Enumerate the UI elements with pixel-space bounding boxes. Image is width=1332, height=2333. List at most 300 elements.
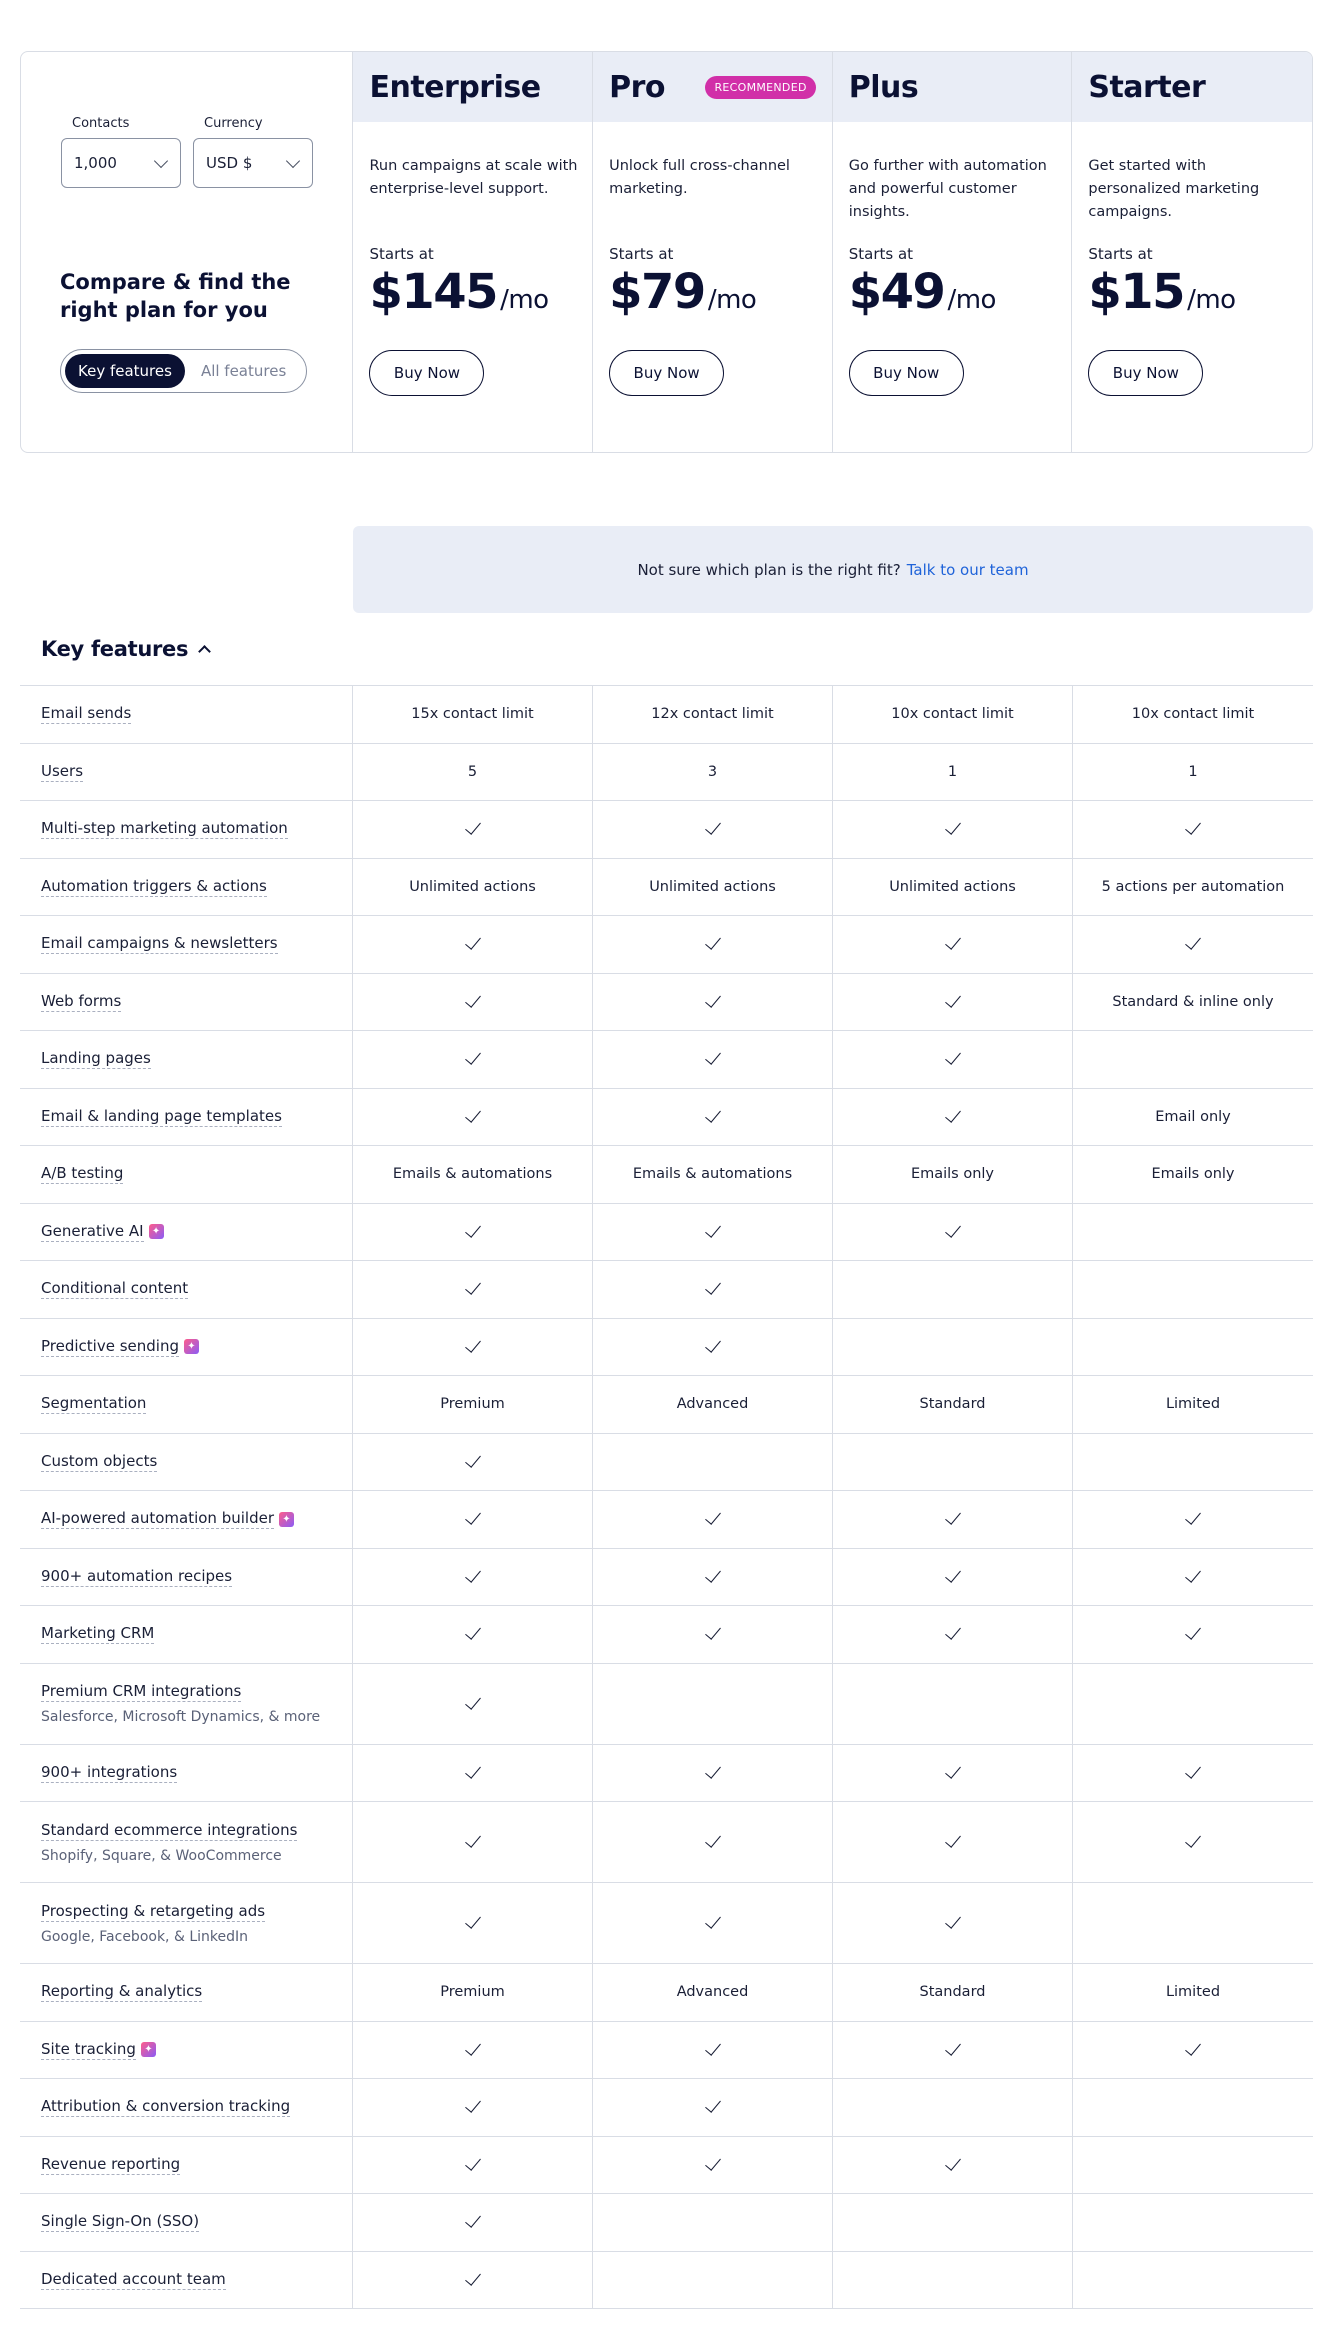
feature-label: Email campaigns & newsletters bbox=[41, 934, 278, 953]
table-row bbox=[20, 1261, 1313, 1319]
feature-value-cell bbox=[593, 1802, 833, 1882]
table-row bbox=[20, 1031, 1313, 1089]
plan-description: Unlock full cross-channel marketing. bbox=[609, 158, 790, 197]
key-features-toggle[interactable] bbox=[41, 637, 209, 661]
table-row bbox=[20, 1745, 1313, 1803]
chevron-down-icon bbox=[154, 153, 168, 167]
table-row bbox=[20, 2022, 1313, 2080]
feature-name-cell bbox=[20, 859, 353, 916]
check-icon bbox=[465, 1623, 481, 1640]
feature-name[interactable] bbox=[41, 1763, 352, 1783]
feature-name[interactable] bbox=[41, 1509, 352, 1529]
feature-subtext: Google, Facebook, & LinkedIn bbox=[41, 1928, 248, 1945]
feature-value-cell bbox=[353, 1204, 593, 1261]
feature-value-cell bbox=[353, 1089, 593, 1146]
check-icon bbox=[705, 1278, 721, 1295]
table-row bbox=[20, 1664, 1313, 1745]
feature-value-cell bbox=[1073, 1434, 1313, 1491]
feature-value-cell bbox=[833, 2137, 1073, 2194]
check-icon bbox=[945, 1623, 961, 1640]
feature-value-cell bbox=[1073, 1491, 1313, 1548]
feature-name-cell bbox=[20, 1089, 353, 1146]
feature-value-cell bbox=[353, 974, 593, 1031]
table-row bbox=[20, 2252, 1313, 2310]
feature-name[interactable] bbox=[41, 934, 352, 954]
check-icon bbox=[465, 1831, 481, 1848]
check-icon bbox=[1185, 933, 1201, 950]
feature-name-cell bbox=[20, 1664, 353, 1744]
check-icon bbox=[705, 1106, 721, 1123]
check-icon bbox=[465, 933, 481, 950]
feature-value: 10x contact limit bbox=[1131, 706, 1255, 723]
check-icon bbox=[1185, 2039, 1201, 2056]
toggle-key-features[interactable]: Key features bbox=[65, 354, 185, 388]
sparkle-icon: ✦ bbox=[149, 1224, 164, 1239]
feature-value-cell bbox=[833, 1883, 1073, 1963]
check-icon bbox=[1185, 1508, 1201, 1525]
feature-value-cell bbox=[1073, 1606, 1313, 1663]
feature-value-cell bbox=[833, 916, 1073, 973]
feature-value-cell bbox=[593, 1376, 833, 1433]
feature-value-cell bbox=[593, 744, 833, 801]
feature-value: Email only bbox=[1155, 1108, 1231, 1125]
check-icon bbox=[945, 818, 961, 835]
check-icon bbox=[705, 2096, 721, 2113]
check-icon bbox=[465, 2039, 481, 2056]
feature-value: Standard bbox=[919, 1984, 986, 2001]
features-toggle bbox=[60, 349, 307, 393]
plan-plus bbox=[833, 52, 1073, 452]
feature-label: Single Sign-On (SSO) bbox=[41, 2212, 200, 2231]
feature-value: 10x contact limit bbox=[891, 706, 1014, 723]
features-table bbox=[20, 685, 1313, 2309]
feature-value-cell bbox=[353, 2079, 593, 2136]
feature-label: 900+ automation recipes bbox=[41, 1566, 233, 1585]
feature-value-cell bbox=[353, 916, 593, 973]
feature-value-cell bbox=[353, 1606, 593, 1663]
feature-value-cell bbox=[353, 1491, 593, 1548]
feature-value-cell bbox=[353, 1319, 593, 1376]
table-row bbox=[20, 1376, 1313, 1434]
feature-value-cell bbox=[593, 1606, 833, 1663]
feature-name[interactable] bbox=[41, 1821, 352, 1841]
feature-name[interactable] bbox=[41, 1164, 352, 1184]
feature-value: Standard bbox=[919, 1396, 986, 1413]
recommended-badge: RECOMMENDED bbox=[705, 76, 815, 99]
feature-label: 900+ integrations bbox=[41, 1762, 178, 1781]
feature-name[interactable] bbox=[41, 2040, 352, 2060]
feature-value-cell bbox=[833, 1745, 1073, 1802]
check-icon bbox=[945, 1831, 961, 1848]
feature-value-cell bbox=[1073, 1089, 1313, 1146]
feature-label: Segmentation bbox=[41, 1394, 147, 1413]
table-row bbox=[20, 1319, 1313, 1377]
banner-text: Not sure which plan is the right fit? bbox=[637, 560, 901, 579]
feature-name-cell bbox=[20, 2079, 353, 2136]
feature-value-cell bbox=[353, 801, 593, 858]
feature-value-cell bbox=[353, 1664, 593, 1744]
plan-pro bbox=[593, 52, 833, 452]
feature-name[interactable] bbox=[41, 1982, 352, 2002]
feature-value-cell bbox=[833, 1606, 1073, 1663]
feature-value-cell bbox=[1073, 686, 1313, 743]
table-row bbox=[20, 1802, 1313, 1883]
feature-value-cell bbox=[593, 2194, 833, 2251]
feature-value-cell bbox=[833, 1146, 1073, 1203]
toggle-all-features[interactable]: All features bbox=[200, 362, 287, 380]
buy-now-button[interactable]: Buy Now bbox=[849, 350, 964, 396]
feature-name[interactable] bbox=[41, 1107, 352, 1127]
check-icon bbox=[465, 818, 481, 835]
feature-value-cell bbox=[1073, 1802, 1313, 1882]
feature-value: Premium bbox=[440, 1984, 505, 2001]
feature-value: Emails only bbox=[1151, 1166, 1235, 1183]
buy-now-button[interactable]: Buy Now bbox=[369, 350, 484, 396]
help-banner bbox=[353, 526, 1313, 613]
feature-value-cell bbox=[833, 859, 1073, 916]
feature-label: Email sends bbox=[41, 704, 132, 723]
feature-value-cell bbox=[1073, 1664, 1313, 1744]
sparkle-icon: ✦ bbox=[279, 1512, 294, 1527]
feature-name[interactable] bbox=[41, 2270, 352, 2290]
feature-name[interactable] bbox=[41, 1452, 352, 1472]
feature-value-cell bbox=[1073, 1146, 1313, 1203]
feature-value-cell bbox=[353, 744, 593, 801]
plan-controls bbox=[21, 52, 353, 452]
feature-name-cell bbox=[20, 2137, 353, 2194]
table-row bbox=[20, 974, 1313, 1032]
buy-now-button[interactable]: Buy Now bbox=[1088, 350, 1203, 396]
feature-label: Standard ecommerce integrations bbox=[41, 1820, 298, 1839]
feature-name[interactable] bbox=[41, 1567, 352, 1587]
feature-value: 5 bbox=[467, 763, 478, 780]
feature-name[interactable] bbox=[41, 1337, 352, 1357]
compare-title: Compare & find the right plan for you bbox=[60, 270, 291, 322]
feature-value-cell bbox=[1073, 1031, 1313, 1088]
check-icon bbox=[945, 1106, 961, 1123]
feature-label: Marketing CRM bbox=[41, 1624, 155, 1643]
feature-name-cell bbox=[20, 1606, 353, 1663]
feature-value: 12x contact limit bbox=[651, 706, 774, 723]
feature-subtext: Salesforce, Microsoft Dynamics, & more bbox=[41, 1709, 321, 1725]
feature-name[interactable] bbox=[41, 1624, 352, 1644]
feature-value-cell bbox=[593, 1883, 833, 1963]
feature-subtext: Shopify, Square, & WooCommerce bbox=[41, 1847, 282, 1864]
plan-enterprise bbox=[353, 52, 593, 452]
feature-value-cell bbox=[593, 1434, 833, 1491]
feature-value-cell bbox=[353, 859, 593, 916]
feature-name[interactable] bbox=[41, 819, 352, 839]
check-icon bbox=[705, 2154, 721, 2171]
feature-value-cell bbox=[593, 1204, 833, 1261]
check-icon bbox=[945, 1221, 961, 1238]
table-row bbox=[20, 744, 1313, 802]
feature-value-cell bbox=[593, 1745, 833, 1802]
feature-value-cell bbox=[1073, 1261, 1313, 1318]
feature-value: Standard & inline only bbox=[1112, 993, 1274, 1010]
table-row bbox=[20, 1883, 1313, 1964]
feature-value-cell bbox=[593, 859, 833, 916]
chevron-down-icon bbox=[286, 153, 300, 167]
feature-value-cell bbox=[1073, 974, 1313, 1031]
feature-name[interactable] bbox=[41, 1902, 352, 1922]
feature-value-cell bbox=[593, 1664, 833, 1744]
table-row bbox=[20, 916, 1313, 974]
feature-name[interactable] bbox=[41, 992, 352, 1012]
feature-value-cell bbox=[353, 1434, 593, 1491]
feature-value-cell bbox=[833, 2194, 1073, 2251]
check-icon bbox=[945, 933, 961, 950]
check-icon bbox=[705, 818, 721, 835]
feature-name[interactable] bbox=[41, 1682, 352, 1702]
plan-starter bbox=[1072, 52, 1312, 452]
plan-starts-at: Starts at bbox=[1088, 245, 1153, 263]
table-row bbox=[20, 1606, 1313, 1664]
feature-value-cell bbox=[833, 2252, 1073, 2309]
check-icon bbox=[465, 1106, 481, 1123]
feature-value: Unlimited actions bbox=[889, 878, 1016, 895]
table-row bbox=[20, 1434, 1313, 1492]
feature-value-cell bbox=[353, 1745, 593, 1802]
feature-value-cell bbox=[593, 1261, 833, 1318]
feature-value-cell bbox=[593, 1549, 833, 1606]
feature-value-cell bbox=[1073, 801, 1313, 858]
table-row bbox=[20, 1146, 1313, 1204]
feature-name-cell bbox=[20, 1964, 353, 2021]
feature-value-cell bbox=[1073, 2137, 1313, 2194]
feature-value-cell bbox=[353, 2194, 593, 2251]
feature-value-cell bbox=[593, 1491, 833, 1548]
feature-name[interactable] bbox=[41, 2212, 352, 2232]
feature-value-cell bbox=[833, 1664, 1073, 1744]
feature-value: Emails & automations bbox=[632, 1166, 793, 1183]
feature-value-cell bbox=[833, 1802, 1073, 1882]
feature-value-cell bbox=[593, 686, 833, 743]
price-period: /mo bbox=[707, 285, 757, 315]
feature-value-cell bbox=[1073, 744, 1313, 801]
feature-value-cell bbox=[1073, 2194, 1313, 2251]
feature-value: Limited bbox=[1165, 1984, 1221, 2001]
feature-name[interactable] bbox=[41, 1222, 352, 1242]
feature-value-cell bbox=[1073, 2252, 1313, 2309]
feature-value-cell bbox=[833, 1964, 1073, 2021]
contacts-dropdown[interactable] bbox=[61, 138, 181, 188]
feature-value-cell bbox=[1073, 916, 1313, 973]
check-icon bbox=[1185, 1623, 1201, 1640]
price-amount: $145 bbox=[369, 264, 498, 320]
feature-value-cell bbox=[353, 686, 593, 743]
currency-label: Currency bbox=[204, 116, 263, 131]
check-icon bbox=[945, 1048, 961, 1065]
feature-label: Automation triggers & actions bbox=[41, 876, 267, 895]
feature-label: Prospecting & retargeting ads bbox=[41, 1901, 266, 1920]
contacts-selector bbox=[61, 116, 181, 188]
contacts-value: 1,000 bbox=[74, 154, 117, 172]
feature-name-cell bbox=[20, 686, 353, 743]
feature-value-cell bbox=[1073, 2022, 1313, 2079]
feature-value-cell bbox=[1073, 1549, 1313, 1606]
feature-name-cell bbox=[20, 1204, 353, 1261]
check-icon bbox=[705, 1336, 721, 1353]
feature-name-cell bbox=[20, 1549, 353, 1606]
feature-label: Web forms bbox=[41, 991, 122, 1010]
feature-value-cell bbox=[353, 2252, 593, 2309]
feature-label: Conditional content bbox=[41, 1279, 189, 1298]
plan-name: Plus bbox=[848, 69, 919, 105]
table-row bbox=[20, 859, 1313, 917]
check-icon bbox=[945, 1566, 961, 1583]
feature-value-cell bbox=[353, 1964, 593, 2021]
feature-value-cell bbox=[593, 1031, 833, 1088]
feature-name[interactable] bbox=[41, 704, 352, 724]
feature-value: 1 bbox=[1188, 763, 1198, 780]
table-row bbox=[20, 801, 1313, 859]
feature-value-cell bbox=[593, 1089, 833, 1146]
check-icon bbox=[465, 991, 481, 1008]
feature-value: Emails only bbox=[910, 1166, 995, 1183]
buy-now-button[interactable]: Buy Now bbox=[609, 350, 724, 396]
check-icon bbox=[705, 2039, 721, 2056]
feature-label: Revenue reporting bbox=[41, 2154, 181, 2173]
check-icon bbox=[945, 2154, 961, 2171]
feature-name[interactable] bbox=[41, 762, 352, 782]
feature-value-cell bbox=[1073, 1319, 1313, 1376]
currency-value: USD $ bbox=[206, 154, 253, 172]
table-row bbox=[20, 2137, 1313, 2195]
check-icon bbox=[1185, 1831, 1201, 1848]
feature-name-cell bbox=[20, 1261, 353, 1318]
feature-value: Advanced bbox=[676, 1984, 749, 2001]
currency-selector bbox=[193, 116, 313, 188]
feature-name-cell bbox=[20, 1883, 353, 1963]
plan-header bbox=[833, 52, 1072, 122]
feature-label: Site tracking bbox=[41, 2039, 136, 2058]
plans-card bbox=[20, 51, 1313, 453]
feature-name-cell bbox=[20, 1146, 353, 1203]
plan-description: Run campaigns at scale with enterprise-level support. bbox=[369, 158, 578, 197]
section-title: Key features bbox=[41, 637, 189, 661]
feature-name-cell bbox=[20, 974, 353, 1031]
plan-price bbox=[609, 264, 756, 320]
feature-value-cell bbox=[353, 1146, 593, 1203]
check-icon bbox=[465, 1762, 481, 1779]
feature-name-cell bbox=[20, 1434, 353, 1491]
feature-value-cell bbox=[1073, 2079, 1313, 2136]
check-icon bbox=[705, 1566, 721, 1583]
feature-value-cell bbox=[593, 2252, 833, 2309]
feature-name[interactable] bbox=[41, 1049, 352, 1069]
check-icon bbox=[945, 1762, 961, 1779]
check-icon bbox=[465, 1508, 481, 1525]
feature-name[interactable] bbox=[41, 2155, 352, 2175]
feature-value-cell bbox=[353, 1549, 593, 1606]
table-row bbox=[20, 686, 1313, 744]
plan-starts-at: Starts at bbox=[609, 245, 674, 263]
feature-value-cell bbox=[353, 1261, 593, 1318]
plan-starts-at: Starts at bbox=[848, 245, 914, 263]
feature-value-cell bbox=[1073, 1964, 1313, 2021]
feature-name[interactable] bbox=[41, 1279, 352, 1299]
check-icon bbox=[465, 2096, 481, 2113]
check-icon bbox=[465, 2269, 481, 2286]
price-period: /mo bbox=[947, 285, 996, 315]
feature-value-cell bbox=[593, 801, 833, 858]
plan-header bbox=[1072, 52, 1312, 122]
price-amount: $79 bbox=[609, 264, 705, 320]
feature-name-cell bbox=[20, 1376, 353, 1433]
check-icon bbox=[705, 1762, 721, 1779]
check-icon bbox=[465, 1221, 481, 1238]
feature-value-cell bbox=[593, 2079, 833, 2136]
feature-name-cell bbox=[20, 2252, 353, 2309]
check-icon bbox=[465, 2211, 481, 2228]
feature-name-cell bbox=[20, 1491, 353, 1548]
feature-value-cell bbox=[833, 1319, 1073, 1376]
plan-header bbox=[593, 52, 832, 122]
feature-value: Unlimited actions bbox=[409, 878, 536, 895]
feature-name[interactable] bbox=[41, 1394, 352, 1414]
feature-value-cell bbox=[833, 1549, 1073, 1606]
table-row bbox=[20, 2194, 1313, 2252]
check-icon bbox=[465, 1336, 481, 1353]
feature-name-cell bbox=[20, 1031, 353, 1088]
feature-name[interactable] bbox=[41, 877, 352, 897]
check-icon bbox=[705, 1623, 721, 1640]
feature-value: 1 bbox=[947, 763, 958, 780]
contacts-label: Contacts bbox=[72, 116, 130, 131]
table-row bbox=[20, 1089, 1313, 1147]
chevron-up-icon bbox=[198, 645, 211, 658]
feature-label: AI-powered automation builder bbox=[41, 1509, 274, 1528]
feature-value-cell bbox=[593, 2137, 833, 2194]
check-icon bbox=[705, 1221, 721, 1238]
feature-name-cell bbox=[20, 1319, 353, 1376]
feature-value-cell bbox=[593, 1319, 833, 1376]
check-icon bbox=[465, 1278, 481, 1295]
feature-value-cell bbox=[1073, 1883, 1313, 1963]
check-icon bbox=[705, 1508, 721, 1525]
plan-price bbox=[1088, 264, 1235, 320]
feature-name-cell bbox=[20, 2022, 353, 2079]
feature-value-cell bbox=[833, 744, 1073, 801]
talk-to-team-link[interactable]: Talk to our team bbox=[906, 560, 1029, 579]
feature-value: 15x contact limit bbox=[411, 706, 534, 723]
check-icon bbox=[465, 1693, 481, 1710]
feature-value-cell bbox=[1073, 859, 1313, 916]
feature-value-cell bbox=[1073, 1204, 1313, 1261]
feature-value-cell bbox=[593, 974, 833, 1031]
feature-value-cell bbox=[833, 1434, 1073, 1491]
check-icon bbox=[1185, 1566, 1201, 1583]
price-amount: $15 bbox=[1088, 264, 1185, 320]
feature-value-cell bbox=[1073, 1745, 1313, 1802]
feature-name[interactable] bbox=[41, 2097, 352, 2117]
plan-description: Go further with automation and powerful customer insights. bbox=[848, 158, 1047, 220]
feature-value: 3 bbox=[707, 763, 718, 780]
feature-value: Premium bbox=[440, 1396, 505, 1413]
feature-value-cell bbox=[353, 1883, 593, 1963]
feature-name-cell bbox=[20, 801, 353, 858]
feature-label: Email & landing page templates bbox=[41, 1106, 282, 1125]
feature-value-cell bbox=[833, 1491, 1073, 1548]
plan-name: Pro bbox=[609, 69, 666, 105]
check-icon bbox=[465, 2154, 481, 2171]
currency-dropdown[interactable] bbox=[193, 138, 313, 188]
sparkle-icon: ✦ bbox=[141, 2042, 156, 2057]
check-icon bbox=[465, 1048, 481, 1065]
plan-price bbox=[369, 264, 548, 320]
plan-price bbox=[849, 264, 996, 320]
